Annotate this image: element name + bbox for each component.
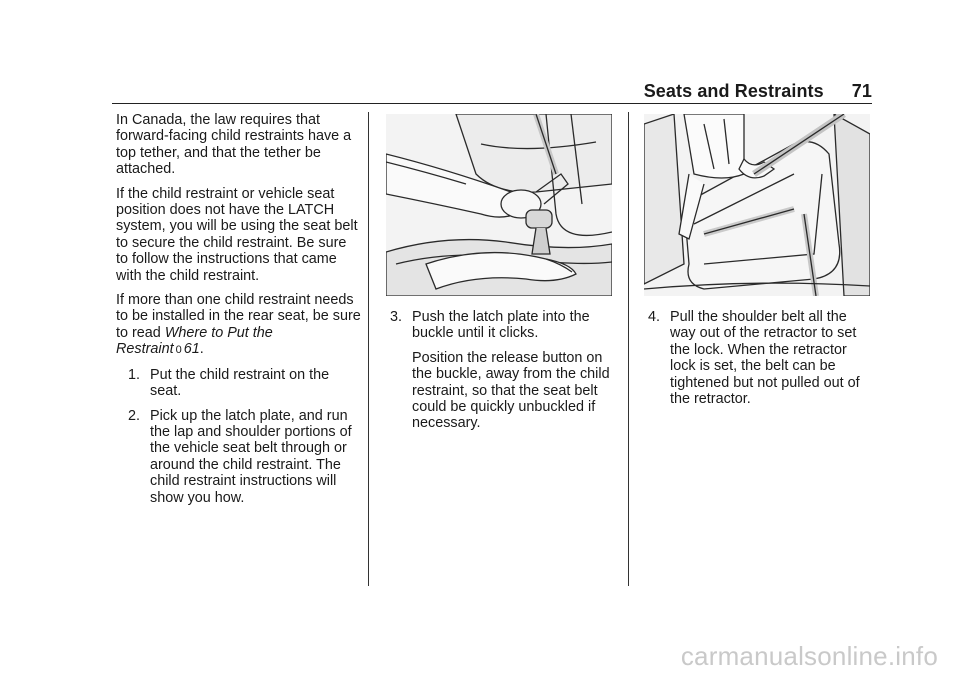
column-divider bbox=[368, 112, 369, 586]
header-rule bbox=[112, 103, 872, 104]
paragraph: In Canada, the law requires that forward-facing child restraints have a top tether, and that the tether be attached. bbox=[116, 112, 352, 178]
watermark: carmanualsonline.info bbox=[680, 641, 938, 671]
latch-plate-illustration bbox=[386, 114, 612, 296]
step-item bbox=[390, 309, 626, 342]
period: . bbox=[199, 341, 204, 358]
page-header bbox=[644, 81, 872, 102]
paragraph-text: If more than one child restraint needs to be installed in the rear seat, be sure to read bbox=[116, 292, 361, 341]
step-note: Position the release button on the buckle, away from the child restraint, so that the seat belt could be quickly unbuckled if necessary. bbox=[412, 349, 610, 432]
step-number: 4. bbox=[648, 309, 661, 325]
step-number: 3. bbox=[390, 309, 403, 325]
column-2 bbox=[386, 112, 626, 440]
column-1 bbox=[116, 112, 361, 514]
step-text: Push the latch plate into the buckle until it clicks. bbox=[412, 309, 590, 342]
paragraph bbox=[116, 292, 361, 359]
step-item bbox=[128, 367, 361, 400]
step-text: Pick up the latch plate, and run the lap and shoulder portions of the vehicle seat belt through or around the child restraint. The child restraint instructions will show you how. bbox=[150, 407, 352, 506]
step-number: 1. bbox=[128, 366, 141, 383]
page-number: 71 bbox=[851, 81, 872, 101]
column-divider bbox=[628, 112, 629, 586]
cross-reference-link[interactable]: Where to Put the Restraint bbox=[116, 324, 273, 358]
shoulder-belt-illustration bbox=[644, 114, 870, 296]
step-text: Pull the shoulder belt all the way out of the retractor to set the lock. When the retractor lock is set, the belt can be tightened but not pulled out of the retractor. bbox=[670, 309, 860, 408]
section-title: Seats and Restraints bbox=[643, 81, 824, 101]
step-item bbox=[648, 309, 876, 407]
page-arrow-icon: 0 bbox=[175, 344, 182, 357]
step-item bbox=[128, 408, 361, 506]
step-text: Put the child restraint on the seat. bbox=[150, 366, 330, 400]
cross-reference-page[interactable]: 61 bbox=[183, 341, 200, 358]
paragraph: If the child restraint or vehicle seat position does not have the LATCH system, you will be using the seat belt to secure the child restraint. Be sure to follow the instructions that came with the child restraint. bbox=[116, 185, 358, 284]
step-number: 2. bbox=[128, 407, 141, 424]
column-3 bbox=[644, 112, 876, 415]
